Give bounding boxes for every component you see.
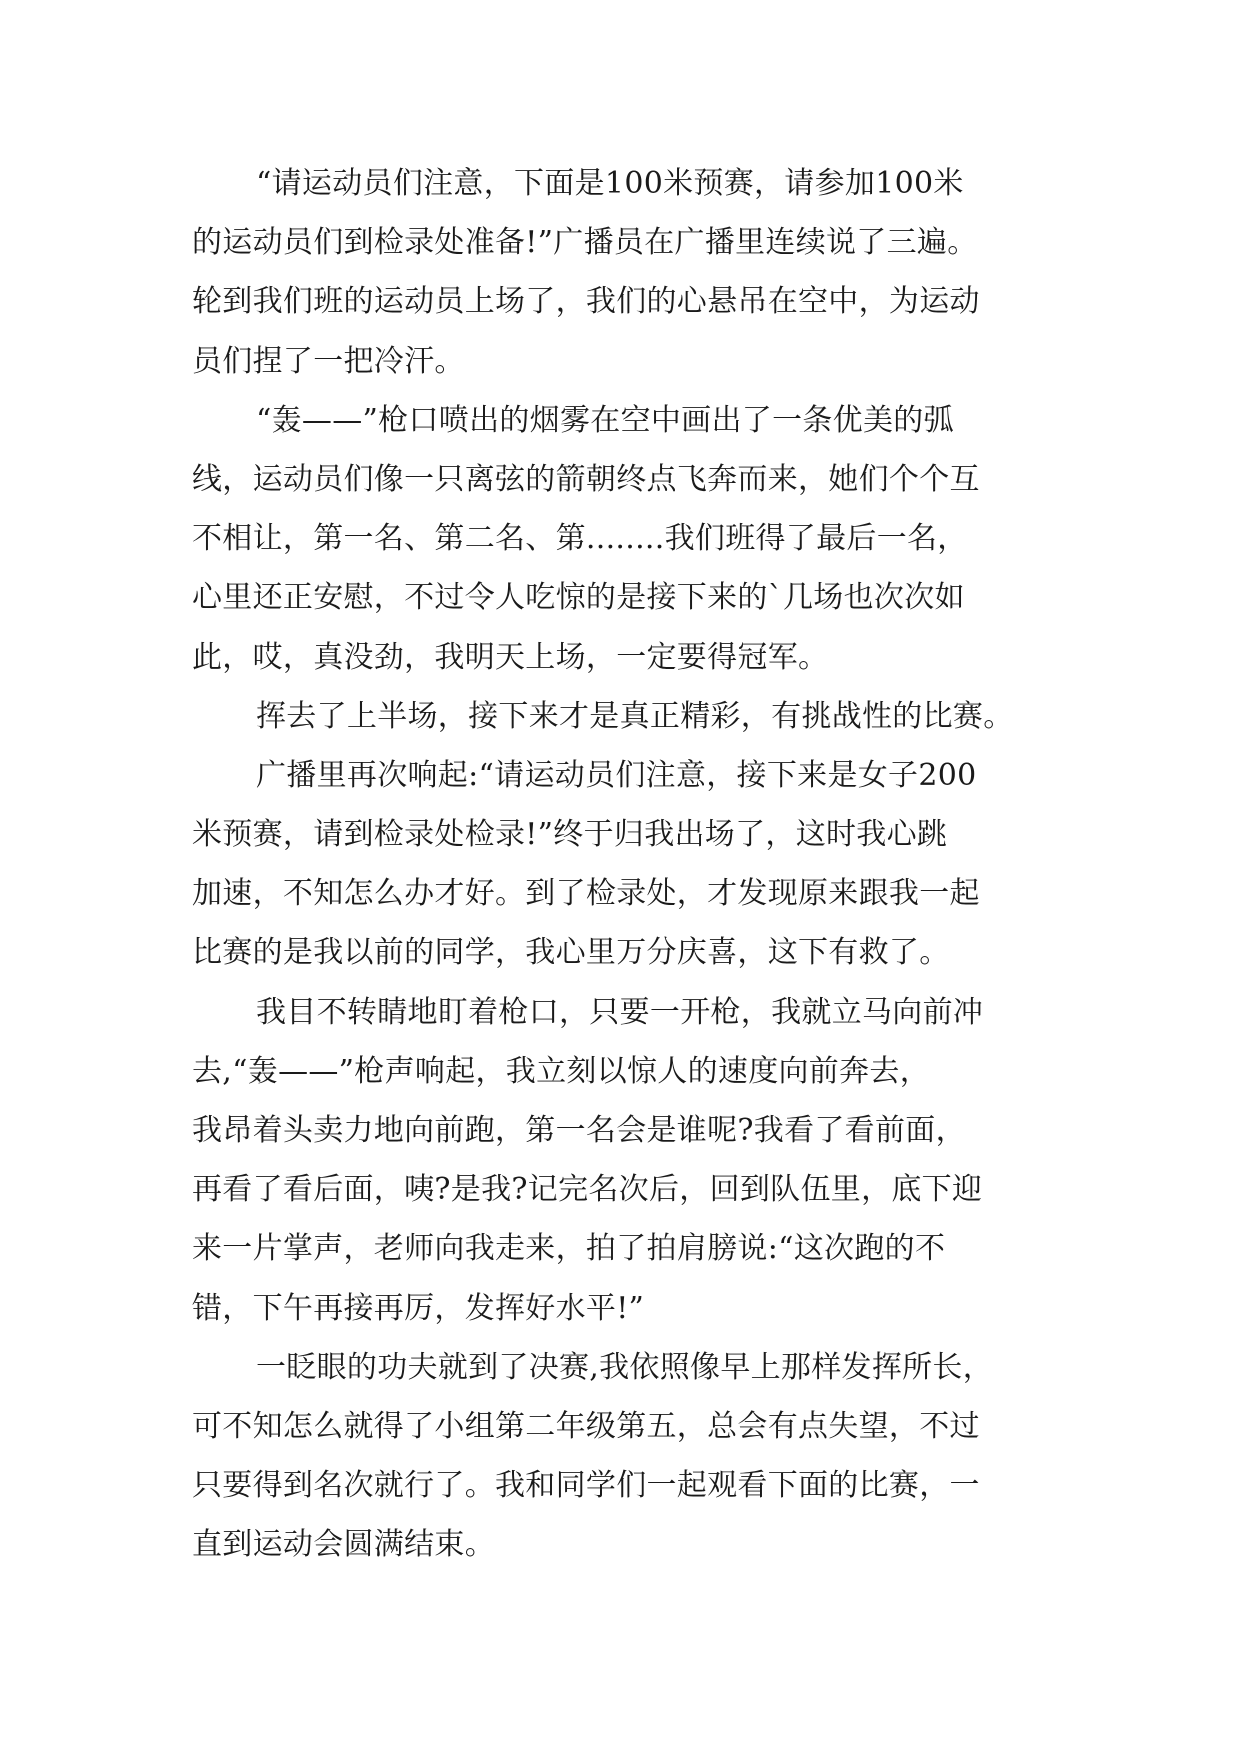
text-line: 米预赛，请到检录处检录!”终于归我出场了，这时我心跳 [192,817,948,853]
text-line: 加速，不知怎么办才好。到了检录处，才发现原来跟我一起 [192,876,980,912]
text-line: 比赛的是我以前的同学，我心里万分庆喜，这下有救了。 [192,935,950,971]
text-line: 不相让，第一名、第二名、第........我们班得了最后一名， [192,521,968,557]
text-line: 去,“轰——”枪声响起，我立刻以惊人的速度向前奔去， [192,1053,931,1089]
text-line: 来一片掌声，老师向我走来，拍了拍肩膀说:“这次跑的不 [192,1231,946,1267]
text-line: 我目不转睛地盯着枪口，只要一开枪，我就立马向前冲 [256,994,984,1030]
essay-body [192,154,1092,1575]
text-line: 错，下午再接再厉，发挥好水平!” [192,1290,645,1326]
text-line: 的运动员们到检录处准备!”广播员在广播里连续说了三遍。 [192,225,978,261]
text-line: 可不知怎么就得了小组第二年级第五，总会有点失望，不过 [192,1408,980,1444]
text-line: 我昂着头卖力地向前跑，第一名会是谁呢?我看了看前面， [192,1113,966,1148]
text-line: 挥去了上半场，接下来才是真正精彩，有挑战性的比赛。 [256,698,1014,734]
text-line: 再看了看后面，咦?是我?记完名次后，回到队伍里，底下迎 [192,1172,983,1208]
text-line: 一眨眼的功夫就到了决赛,我依照像早上那样发挥所长， [256,1349,994,1385]
text-line: 心里还正安慰，不过令人吃惊的是接下来的`几场也次次如 [192,580,965,616]
text-line: 直到运动会圆满结束。 [192,1527,495,1563]
text-line: 广播里再次响起:“请运动员们注意，接下来是女子200 [256,757,977,793]
text-line: “轰——”枪口喷出的烟雾在空中画出了一条优美的弧 [256,402,954,438]
text-line: 线，运动员们像一只离弦的箭朝终点飞奔而来，她们个个互 [192,461,980,497]
text-line: 只要得到名次就行了。我和同学们一起观看下面的比赛，一 [192,1468,980,1504]
text-line: 员们捏了一把冷汗。 [192,343,465,379]
text-line: “请运动员们注意，下面是100米预赛，请参加100米 [256,166,964,201]
text-line: 轮到我们班的运动员上场了，我们的心悬吊在空中，为运动 [192,284,980,320]
text-line: 此，哎，真没劲，我明天上场，一定要得冠军。 [192,639,829,675]
